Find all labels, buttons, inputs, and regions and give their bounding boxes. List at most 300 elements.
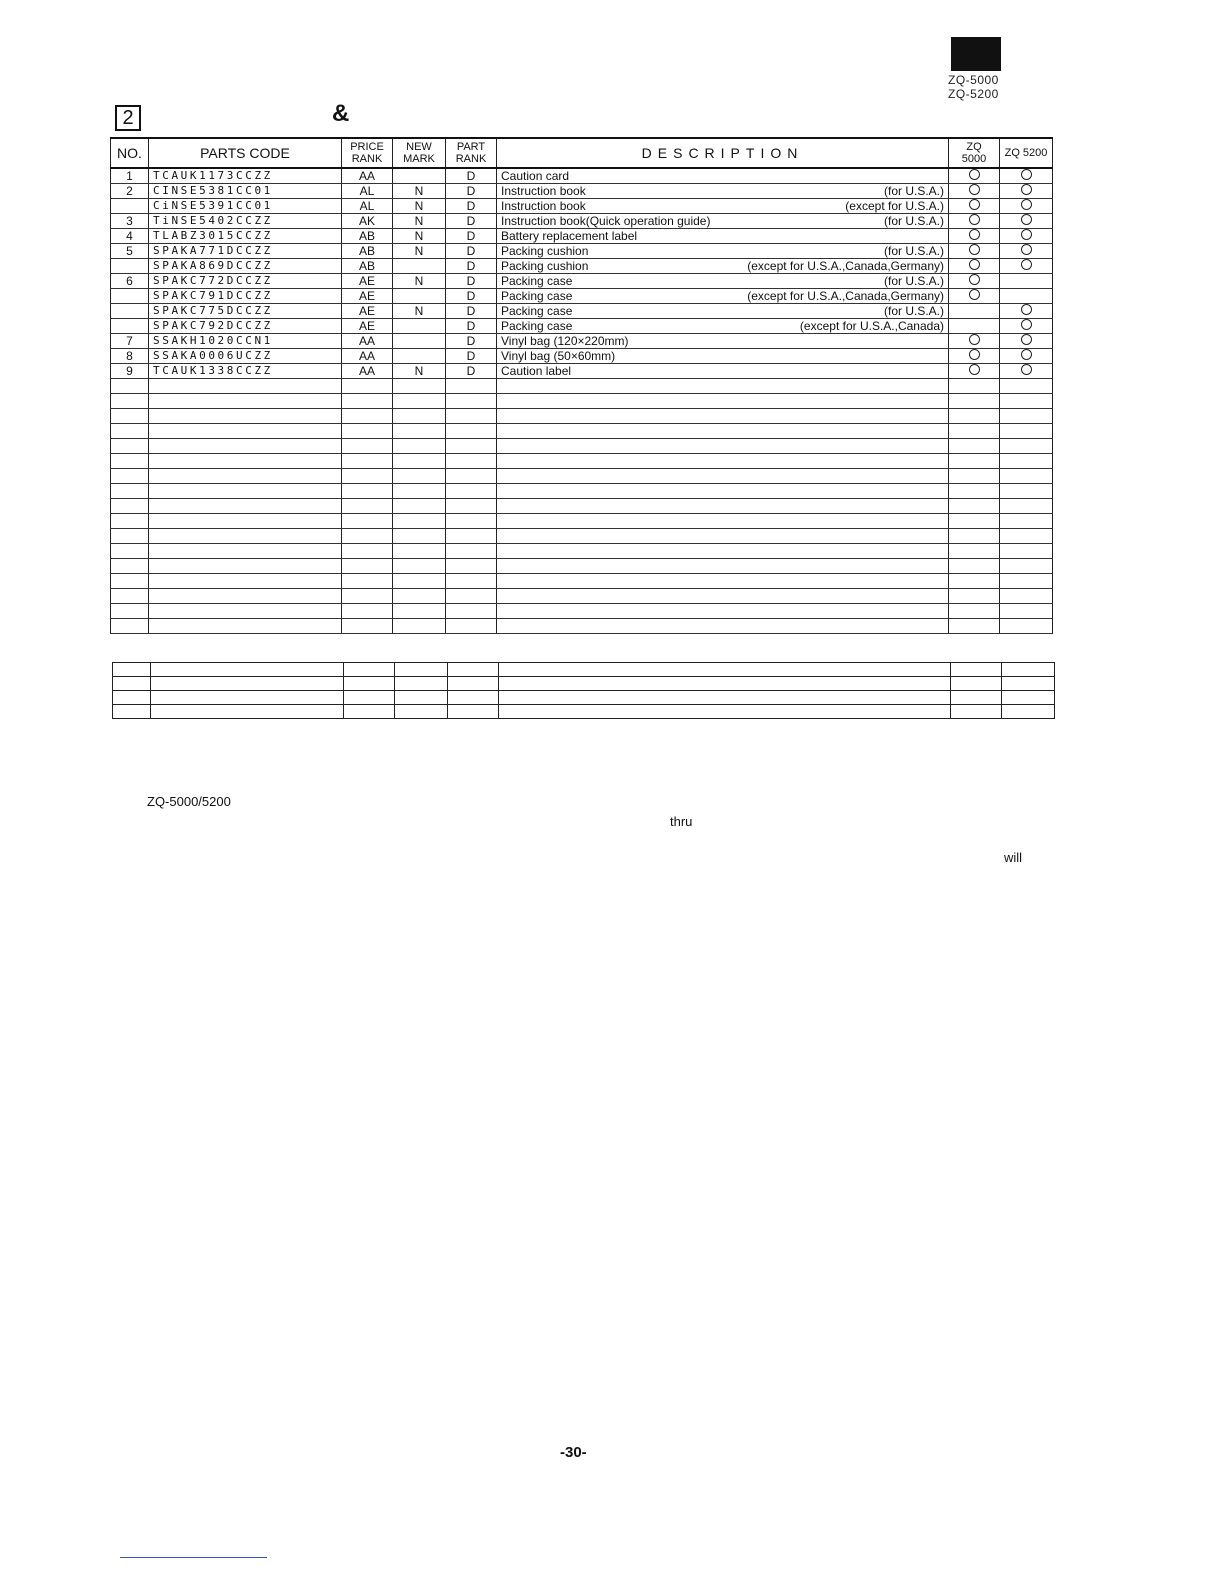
row-new-mark xyxy=(393,289,446,304)
empty-cell xyxy=(446,604,497,619)
header-zq5000: ZQ 5000 xyxy=(949,138,1000,168)
empty-cell xyxy=(949,619,1000,634)
empty-cell xyxy=(446,424,497,439)
empty-cell xyxy=(446,514,497,529)
row-description-text: Instruction book xyxy=(501,199,586,213)
empty-row xyxy=(111,409,1053,424)
empty-cell xyxy=(393,394,446,409)
row-description xyxy=(497,199,949,214)
empty-cell xyxy=(949,589,1000,604)
row-new-mark: N xyxy=(393,199,446,214)
row-no: 9 xyxy=(111,364,149,379)
empty-row xyxy=(111,574,1053,589)
row-new-mark xyxy=(393,334,446,349)
empty-cell xyxy=(949,454,1000,469)
empty-cell xyxy=(949,604,1000,619)
row-parts-code: SPAKC772DCCZZ xyxy=(149,274,342,289)
table-body xyxy=(111,168,1053,634)
empty-cell xyxy=(497,514,949,529)
row-parts-code: SPAKC775DCCZZ xyxy=(149,304,342,319)
header-no: NO. xyxy=(111,138,149,168)
row-description-text: Instruction book xyxy=(501,184,586,198)
empty-cell xyxy=(111,439,149,454)
circle-mark-icon xyxy=(969,289,980,300)
empty-cell xyxy=(149,424,342,439)
row-description-note: (except for U.S.A.,Canada,Germany) xyxy=(747,289,944,303)
empty-cell xyxy=(497,574,949,589)
row-price-rank: AE xyxy=(342,274,393,289)
empty-cell xyxy=(446,589,497,604)
row-price-rank: AL xyxy=(342,184,393,199)
row-price-rank: AA xyxy=(342,168,393,184)
row-description-note: (except for U.S.A.,Canada) xyxy=(799,319,944,333)
circle-mark-icon xyxy=(969,184,980,195)
row-description xyxy=(497,168,949,184)
header-zq5200: ZQ 5200 xyxy=(1000,138,1053,168)
empty-cell xyxy=(342,574,393,589)
empty-cell xyxy=(342,544,393,559)
row-part-rank: D xyxy=(446,184,497,199)
grid-cell xyxy=(951,663,1002,677)
empty-row xyxy=(111,484,1053,499)
row-parts-code: SPAKA869DCCZZ xyxy=(149,259,342,274)
row-z5200-applicability xyxy=(1000,319,1053,334)
row-parts-code: TCAUK1173CCZZ xyxy=(149,168,342,184)
empty-cell xyxy=(393,469,446,484)
grid-row xyxy=(113,677,1055,691)
section-ampersand: & xyxy=(332,100,350,127)
row-part-rank: D xyxy=(446,319,497,334)
grid-cell xyxy=(395,677,448,691)
row-part-rank: D xyxy=(446,259,497,274)
empty-cell xyxy=(1000,499,1053,514)
empty-row xyxy=(111,394,1053,409)
grid-cell xyxy=(395,663,448,677)
row-no xyxy=(111,289,149,304)
row-z5000-applicability xyxy=(949,199,1000,214)
grid-cell xyxy=(499,663,951,677)
row-new-mark: N xyxy=(393,229,446,244)
row-part-rank: D xyxy=(446,274,497,289)
empty-cell xyxy=(949,379,1000,394)
row-z5200-applicability xyxy=(1000,349,1053,364)
row-z5200-applicability xyxy=(1000,199,1053,214)
empty-cell xyxy=(111,574,149,589)
row-description-text: Vinyl bag (120×220mm) xyxy=(501,334,629,348)
row-z5200-applicability xyxy=(1000,168,1053,184)
row-description xyxy=(497,349,949,364)
row-no: 5 xyxy=(111,244,149,259)
empty-row xyxy=(111,514,1053,529)
empty-cell xyxy=(949,544,1000,559)
row-description xyxy=(497,319,949,334)
circle-mark-icon xyxy=(1021,334,1032,345)
empty-cell xyxy=(393,514,446,529)
row-z5000-applicability xyxy=(949,184,1000,199)
circle-mark-icon xyxy=(1021,199,1032,210)
empty-cell xyxy=(1000,439,1053,454)
row-description-note: (for U.S.A.) xyxy=(883,274,944,288)
empty-cell xyxy=(111,469,149,484)
empty-cell xyxy=(393,424,446,439)
row-price-rank: AK xyxy=(342,214,393,229)
grid-cell xyxy=(113,663,151,677)
empty-cell xyxy=(446,379,497,394)
row-description-text: Caution card xyxy=(501,169,570,183)
row-z5200-applicability xyxy=(1000,259,1053,274)
circle-mark-icon xyxy=(1021,244,1032,255)
empty-cell xyxy=(393,409,446,424)
empty-cell xyxy=(149,409,342,424)
circle-mark-icon xyxy=(969,334,980,345)
empty-cell xyxy=(393,484,446,499)
row-parts-code: SPAKA771DCCZZ xyxy=(149,244,342,259)
empty-cell xyxy=(949,559,1000,574)
row-parts-code: SSAKH1020CCN1 xyxy=(149,334,342,349)
grid-cell xyxy=(499,705,951,719)
empty-cell xyxy=(446,544,497,559)
empty-cell xyxy=(497,409,949,424)
empty-cell xyxy=(497,559,949,574)
empty-cell xyxy=(342,409,393,424)
table-row xyxy=(111,199,1053,214)
parts-table xyxy=(110,137,1053,634)
row-description-text: Instruction book(Quick operation guide) xyxy=(501,214,711,228)
row-part-rank: D xyxy=(446,199,497,214)
empty-cell xyxy=(393,574,446,589)
row-price-rank: AE xyxy=(342,304,393,319)
row-z5200-applicability xyxy=(1000,184,1053,199)
empty-cell xyxy=(393,604,446,619)
row-description xyxy=(497,214,949,229)
circle-mark-icon xyxy=(1021,214,1032,225)
row-parts-code: TCAUK1338CCZZ xyxy=(149,364,342,379)
row-new-mark xyxy=(393,259,446,274)
row-part-rank: D xyxy=(446,214,497,229)
row-z5200-applicability xyxy=(1000,334,1053,349)
empty-cell xyxy=(497,604,949,619)
row-description xyxy=(497,229,949,244)
table-row xyxy=(111,259,1053,274)
row-new-mark: N xyxy=(393,214,446,229)
circle-mark-icon xyxy=(969,349,980,360)
row-z5000-applicability xyxy=(949,304,1000,319)
row-description-text: Battery replacement label xyxy=(501,229,638,243)
row-z5200-applicability xyxy=(1000,214,1053,229)
table-row xyxy=(111,274,1053,289)
empty-cell xyxy=(393,619,446,634)
empty-cell xyxy=(149,484,342,499)
table-row xyxy=(111,214,1053,229)
empty-cell xyxy=(111,484,149,499)
empty-cell xyxy=(1000,379,1053,394)
row-parts-code: SSAKA0006UCZZ xyxy=(149,349,342,364)
row-z5000-applicability xyxy=(949,349,1000,364)
empty-cell xyxy=(111,424,149,439)
empty-cell xyxy=(949,484,1000,499)
row-description xyxy=(497,184,949,199)
empty-cell xyxy=(393,499,446,514)
page-number: -30- xyxy=(560,1444,587,1461)
empty-row xyxy=(111,544,1053,559)
table-row xyxy=(111,244,1053,259)
empty-cell xyxy=(111,529,149,544)
row-parts-code: CiNSE5391CC01 xyxy=(149,199,342,214)
empty-cell xyxy=(1000,484,1053,499)
grid-cell xyxy=(448,705,499,719)
row-description-text: Caution label xyxy=(501,364,572,378)
empty-cell xyxy=(1000,409,1053,424)
empty-cell xyxy=(111,589,149,604)
empty-cell xyxy=(149,439,342,454)
thru-word: thru xyxy=(670,814,693,829)
empty-cell xyxy=(446,529,497,544)
row-description xyxy=(497,244,949,259)
grid-cell xyxy=(395,705,448,719)
empty-cell xyxy=(949,514,1000,529)
empty-cell xyxy=(949,409,1000,424)
circle-mark-icon xyxy=(1021,259,1032,270)
empty-cell xyxy=(1000,454,1053,469)
table-row xyxy=(111,304,1053,319)
empty-cell xyxy=(497,424,949,439)
row-description-text: Packing cushion xyxy=(501,259,589,273)
row-no: 7 xyxy=(111,334,149,349)
empty-cell xyxy=(342,529,393,544)
row-z5000-applicability xyxy=(949,274,1000,289)
empty-cell xyxy=(393,559,446,574)
row-price-rank: AB xyxy=(342,244,393,259)
row-description-text: Packing cushion xyxy=(501,244,589,258)
row-no xyxy=(111,259,149,274)
empty-cell xyxy=(149,454,342,469)
empty-cell xyxy=(342,439,393,454)
row-new-mark: N xyxy=(393,184,446,199)
header-new-mark: NEW MARK xyxy=(393,138,446,168)
empty-cell xyxy=(949,499,1000,514)
grid-cell xyxy=(448,677,499,691)
empty-row xyxy=(111,529,1053,544)
empty-row xyxy=(111,439,1053,454)
empty-cell xyxy=(446,454,497,469)
empty-cell xyxy=(949,574,1000,589)
empty-cell xyxy=(111,454,149,469)
row-new-mark xyxy=(393,349,446,364)
empty-cell xyxy=(446,484,497,499)
empty-cell xyxy=(111,499,149,514)
table-row xyxy=(111,334,1053,349)
row-z5000-applicability xyxy=(949,319,1000,334)
row-no: 3 xyxy=(111,214,149,229)
empty-cell xyxy=(1000,469,1053,484)
grid-cell xyxy=(113,677,151,691)
empty-cell xyxy=(446,439,497,454)
grid-cell xyxy=(395,691,448,705)
row-z5200-applicability xyxy=(1000,229,1053,244)
row-description-text: Vinyl bag (50×60mm) xyxy=(501,349,616,363)
grid-cell xyxy=(344,663,395,677)
row-description-note: (for U.S.A.) xyxy=(883,244,944,258)
row-description-text: Packing case xyxy=(501,304,573,318)
row-no: 2 xyxy=(111,184,149,199)
row-part-rank: D xyxy=(446,289,497,304)
grid-cell xyxy=(448,663,499,677)
empty-cell xyxy=(949,424,1000,439)
empty-cell xyxy=(149,379,342,394)
row-z5000-applicability xyxy=(949,259,1000,274)
empty-cell xyxy=(446,469,497,484)
empty-cell xyxy=(446,559,497,574)
grid-cell xyxy=(151,705,344,719)
empty-cell xyxy=(497,499,949,514)
grid-row xyxy=(113,705,1055,719)
row-z5000-applicability xyxy=(949,289,1000,304)
grid-cell xyxy=(951,691,1002,705)
circle-mark-icon xyxy=(1021,304,1032,315)
row-description-text: Packing case xyxy=(501,289,573,303)
row-description-note: (for U.S.A.) xyxy=(883,184,944,198)
empty-cell xyxy=(497,454,949,469)
empty-cell xyxy=(342,484,393,499)
empty-cell xyxy=(949,469,1000,484)
empty-cell xyxy=(1000,619,1053,634)
row-description-text: Packing case xyxy=(501,274,573,288)
empty-cell xyxy=(342,394,393,409)
empty-cell xyxy=(111,619,149,634)
circle-mark-icon xyxy=(1021,184,1032,195)
empty-cell xyxy=(949,394,1000,409)
empty-cell xyxy=(149,394,342,409)
models-note: ZQ-5000/5200 xyxy=(147,794,231,809)
row-description xyxy=(497,259,949,274)
empty-row xyxy=(111,619,1053,634)
empty-cell xyxy=(149,604,342,619)
empty-cell xyxy=(149,574,342,589)
row-z5000-applicability xyxy=(949,168,1000,184)
empty-cell xyxy=(111,604,149,619)
row-no xyxy=(111,319,149,334)
grid-row xyxy=(113,691,1055,705)
row-part-rank: D xyxy=(446,304,497,319)
section-number: 2 xyxy=(115,105,141,131)
empty-cell xyxy=(149,619,342,634)
row-z5200-applicability xyxy=(1000,274,1053,289)
corner-black-mark xyxy=(951,37,1001,71)
circle-mark-icon xyxy=(969,169,980,180)
grid-cell xyxy=(344,677,395,691)
empty-cell xyxy=(393,529,446,544)
row-parts-code: SPAKC792DCCZZ xyxy=(149,319,342,334)
empty-cell xyxy=(497,439,949,454)
row-new-mark: N xyxy=(393,364,446,379)
grid-cell xyxy=(113,691,151,705)
table-row xyxy=(111,289,1053,304)
empty-cell xyxy=(949,529,1000,544)
row-new-mark: N xyxy=(393,244,446,259)
row-parts-code: TiNSE5402CCZZ xyxy=(149,214,342,229)
empty-cell xyxy=(111,544,149,559)
empty-cell xyxy=(342,514,393,529)
table-header-row xyxy=(111,138,1053,168)
empty-cell xyxy=(1000,604,1053,619)
model-label-1: ZQ-5000 xyxy=(948,73,999,87)
empty-cell xyxy=(1000,394,1053,409)
empty-cell xyxy=(393,379,446,394)
row-new-mark xyxy=(393,168,446,184)
row-part-rank: D xyxy=(446,349,497,364)
row-description xyxy=(497,364,949,379)
empty-cell xyxy=(446,619,497,634)
grid-cell xyxy=(951,705,1002,719)
row-no: 6 xyxy=(111,274,149,289)
empty-cell xyxy=(342,469,393,484)
table-row xyxy=(111,168,1053,184)
row-new-mark: N xyxy=(393,304,446,319)
row-description-note: (for U.S.A.) xyxy=(883,304,944,318)
empty-cell xyxy=(446,499,497,514)
table-row xyxy=(111,349,1053,364)
empty-cell xyxy=(111,379,149,394)
empty-row xyxy=(111,589,1053,604)
empty-cell xyxy=(111,409,149,424)
row-z5000-applicability xyxy=(949,334,1000,349)
circle-mark-icon xyxy=(1021,319,1032,330)
circle-mark-icon xyxy=(969,259,980,270)
empty-cell xyxy=(342,379,393,394)
row-part-rank: D xyxy=(446,244,497,259)
empty-cell xyxy=(497,484,949,499)
row-z5200-applicability xyxy=(1000,364,1053,379)
empty-cell xyxy=(342,424,393,439)
header-description: DESCRIPTION xyxy=(497,138,949,168)
empty-cell xyxy=(497,379,949,394)
grid-cell xyxy=(344,705,395,719)
grid-cell xyxy=(344,691,395,705)
empty-cell xyxy=(149,499,342,514)
will-word: will xyxy=(1004,850,1023,865)
row-price-rank: AA xyxy=(342,364,393,379)
empty-row xyxy=(111,499,1053,514)
row-parts-code: TLABZ3015CCZZ xyxy=(149,229,342,244)
row-description xyxy=(497,289,949,304)
circle-mark-icon xyxy=(969,214,980,225)
grid-cell xyxy=(1002,691,1055,705)
empty-cell xyxy=(949,439,1000,454)
table-row xyxy=(111,229,1053,244)
circle-mark-icon xyxy=(1021,229,1032,240)
row-no xyxy=(111,199,149,214)
row-new-mark xyxy=(393,319,446,334)
empty-row xyxy=(111,559,1053,574)
empty-cell xyxy=(497,544,949,559)
row-description-note: (for U.S.A.) xyxy=(883,214,944,228)
circle-mark-icon xyxy=(969,199,980,210)
grid-cell xyxy=(499,677,951,691)
empty-cell xyxy=(149,514,342,529)
empty-cell xyxy=(1000,574,1053,589)
empty-cell xyxy=(1000,544,1053,559)
grid-cell xyxy=(151,677,344,691)
empty-cell xyxy=(149,529,342,544)
row-parts-code: SPAKC791DCCZZ xyxy=(149,289,342,304)
empty-cell xyxy=(111,514,149,529)
grid-cell xyxy=(1002,663,1055,677)
row-part-rank: D xyxy=(446,168,497,184)
grid-cell xyxy=(151,691,344,705)
empty-cell xyxy=(149,589,342,604)
empty-cell xyxy=(446,409,497,424)
empty-cell xyxy=(393,439,446,454)
